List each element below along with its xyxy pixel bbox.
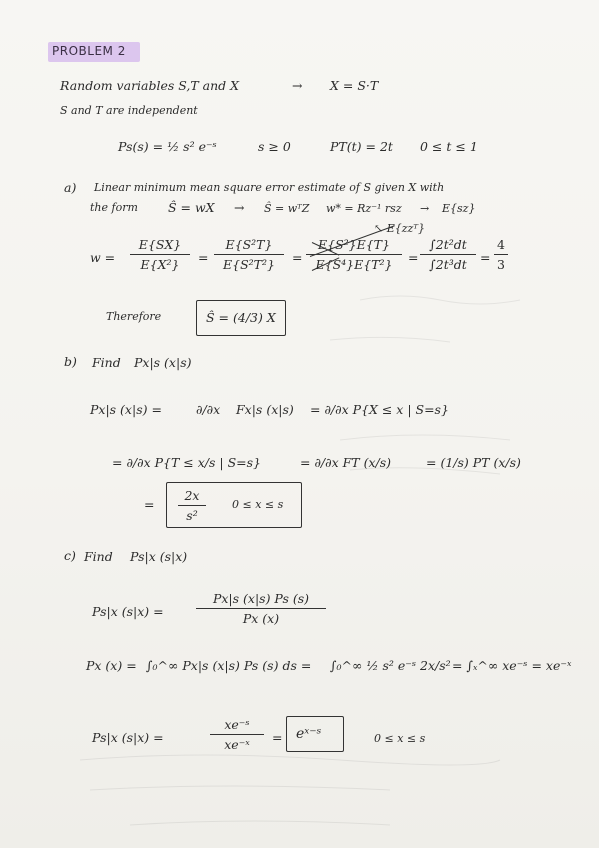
part-a-label: a) [64,180,77,195]
intro-arrow: → [292,78,303,93]
c-px-lhs: Px (x) = [86,658,137,673]
part-b-find: Find [92,355,121,370]
c-posterior-num: xe⁻ˢ [224,717,250,732]
c-posterior-den: xe⁻ˣ [224,737,250,752]
equals-2: = [292,250,303,265]
fraction-3-num: E{S²}E{T} [318,237,390,252]
b-line-1-lhs: Px|s (x|s) = [90,402,162,417]
therefore-label: Therefore [106,310,162,323]
b-line-3-eq: = [144,497,155,512]
answer-b-den: s² [186,508,198,523]
part-a-esz: E{sz} [442,202,476,215]
c-integral-1: ∫₀^∞ Px|s (x|s) Ps (s) ds = [146,658,312,673]
fraction-1-den: E{X²} [140,257,180,272]
pdf-s-range: s ≥ 0 [258,139,291,154]
c-bayes-num: Px|s (x|s) Ps (s) [212,591,310,606]
fraction-1-num: E{SX} [138,237,182,252]
part-c-target: Ps|x (s|x) [130,549,188,564]
result-den: 3 [497,257,505,272]
part-b-label: b) [64,354,77,369]
b-line-1-mid: Fx|s (x|s) [236,402,294,417]
part-a-arrow-2: → [420,202,430,215]
result-num: 4 [497,237,505,252]
b-line-2-rhs: = (1/s) PT (x/s) [426,455,521,470]
part-a-arrow: → [234,200,245,215]
part-a-ezz: ↖ E{zzᵀ} [374,222,425,235]
fraction-2-den: E{S²T²} [223,257,275,272]
answer-b-num: 2x [184,488,200,503]
b-line-1-rhs: = ∂/∂x P{X ≤ x | S=s} [310,402,449,417]
page-title: PROBLEM 2 [52,44,126,58]
c-bayes-lhs: Ps|x (s|x) = [92,604,164,619]
b-line-2-lhs: = ∂/∂x P{T ≤ x/s | S=s} [112,455,261,470]
c-posterior-eq: = [272,730,283,745]
answer-c: eˣ⁻ˢ [296,726,322,742]
pdf-t-range: 0 ≤ t ≤ 1 [420,139,478,154]
fraction-1 [130,237,190,272]
part-a-form: Ŝ = wX [168,200,215,215]
c-bayes-fraction [196,591,326,626]
intro-line-1: Random variables S,T and X [60,78,240,93]
answer-b-fraction [178,488,206,523]
b-line-1-derivative: ∂/∂x [196,402,221,417]
equals-4: = [480,250,491,265]
fraction-2 [214,237,284,272]
c-posterior-lhs: Ps|x (s|x) = [92,730,164,745]
c-integral-3: = ∫ₓ^∞ xe⁻ˢ = xe⁻ˣ [452,658,572,673]
intro-line-2: S and T are independent [60,104,198,117]
part-a-form-2: Ŝ = wᵀZ [264,202,310,215]
c-integral-2: ∫₀^∞ ½ s² e⁻ˢ 2x/s² [330,658,451,673]
answer-c-range: 0 ≤ x ≤ s [374,732,426,745]
equals-1: = [198,250,209,265]
pdf-t: PT(t) = 2t [330,139,393,154]
equals-3: = [408,250,419,265]
part-a-wstar: w* = Rz⁻¹ rsz [326,202,402,215]
answer-a: Ŝ = (4/3) X [206,310,276,325]
c-bayes-den: Px (x) [242,611,280,626]
fraction-result [494,237,508,272]
intro-relation: X = S·T [330,78,379,93]
c-posterior-fraction [210,717,264,752]
w-equals: w = [90,250,116,265]
fraction-4-num: ∫2t²dt [429,237,467,252]
part-b-target: Px|s (x|s) [134,355,192,370]
answer-b-range: 0 ≤ x ≤ s [232,498,284,511]
fraction-4 [420,237,476,272]
part-c-find: Find [84,549,113,564]
fraction-4-den: ∫2t³dt [429,257,467,272]
b-line-2-mid: = ∂/∂x FT (x/s) [300,455,392,470]
fraction-2-num: E{S²T} [225,237,273,252]
pdf-s: Ps(s) = ½ s² e⁻ˢ [118,139,217,154]
fraction-3-den: E{S⁴}E{T²} [315,257,393,272]
part-a-text-1: Linear minimum mean square error estimate of S given X with [94,181,445,194]
part-a-text-2: the form [90,201,138,214]
part-c-label: c) [64,548,76,563]
